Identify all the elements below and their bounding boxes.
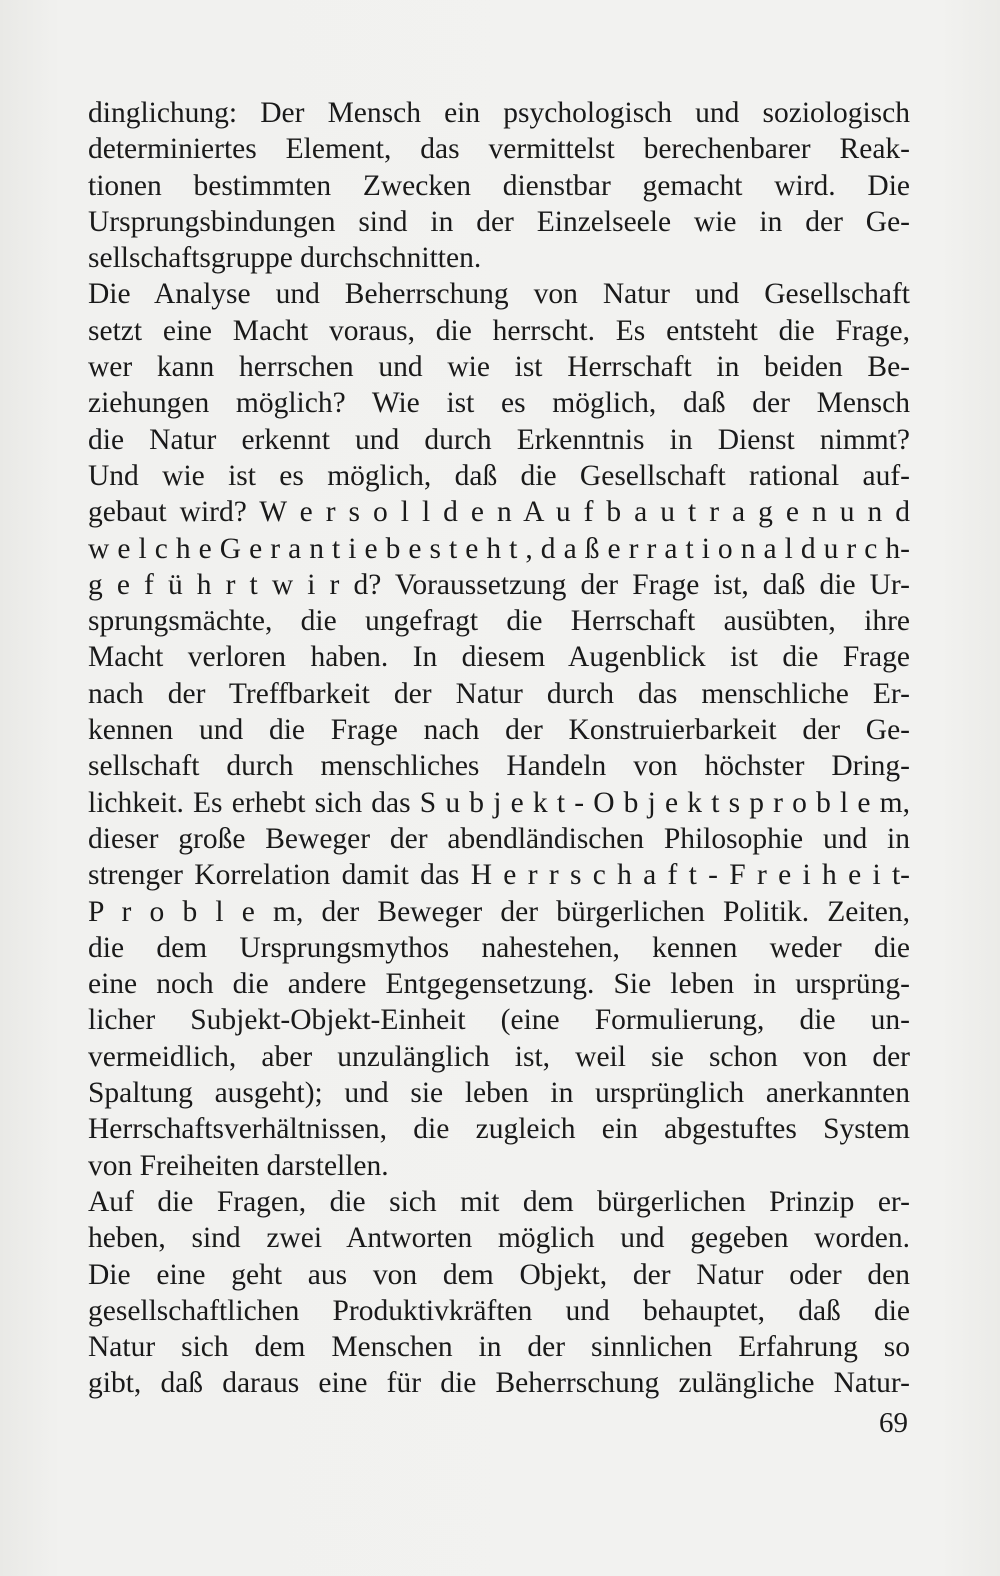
text-line: gibt, daß daraus eine für die Beherrschung zulängliche Natur- (88, 1367, 910, 1400)
text-line: heben, sind zwei Antworten möglich und gegeben worden. (88, 1222, 910, 1255)
text-line: Spaltung ausgeht); und sie leben in ursprünglich anerkannten (88, 1077, 910, 1110)
text-line: determiniertes Element, das vermittelst berechenbarer Reak- (88, 133, 910, 166)
text-line: die Natur erkennt und durch Erkenntnis in Dienst nimmt? (88, 423, 910, 456)
text-line: Und wie ist es möglich, daß die Gesellschaft rational auf- (88, 459, 910, 492)
body-text (88, 95, 910, 1402)
text-line: Macht verloren haben. In diesem Augenblick ist die Frage (88, 641, 910, 674)
text-line: Natur sich dem Menschen in der sinnlichen Erfahrung so (88, 1331, 910, 1364)
text-line: tionen bestimmten Zwecken dienstbar gemacht wird. Die (88, 169, 910, 202)
text-line: die dem Ursprungsmythos nahestehen, kennen weder die (88, 931, 910, 964)
text-line: sellschaft durch menschliches Handeln von höchster Dring- (88, 750, 910, 783)
text-line: g e f ü h r t w i r d? Voraussetzung der Frage ist, daß die Ur- (88, 568, 910, 601)
text-line: Auf die Fragen, die sich mit dem bürgerlichen Prinzip er- (88, 1185, 910, 1218)
text-line: sellschaftsgruppe durchschnitten. (88, 242, 482, 275)
text-line: nach der Treffbarkeit der Natur durch das menschliche Er- (88, 677, 910, 710)
text-line: ziehungen möglich? Wie ist es möglich, daß der Mensch (88, 387, 910, 420)
text-line: gebaut wird? W e r s o l l d e n A u f b a u t r a g e n u n d (88, 496, 910, 529)
text-line: licher Subjekt-Objekt-Einheit (eine Formulierung, die un- (88, 1004, 910, 1037)
text-line: sprungsmächte, die ungefragt die Herrschaft ausübten, ihre (88, 605, 910, 638)
text-line: P r o b l e m, der Beweger der bürgerlichen Politik. Zeiten, (88, 895, 910, 928)
text-line: von Freiheiten darstellen. (88, 1149, 389, 1182)
text-line: eine noch die andere Entgegensetzung. Sie leben in ursprüng- (88, 968, 910, 1001)
text-line: dieser große Beweger der abendländischen Philosophie und in (88, 822, 910, 855)
text-line: setzt eine Macht voraus, die herrscht. Es entsteht die Frage, (88, 314, 910, 347)
text-line: kennen und die Frage nach der Konstruierbarkeit der Ge- (88, 714, 910, 747)
text-line: Die eine geht aus von dem Objekt, der Natur oder den (88, 1258, 910, 1291)
text-line: Die Analyse und Beherrschung von Natur und Gesellschaft (88, 278, 910, 311)
text-line: Herrschaftsverhältnissen, die zugleich ein abgestuftes System (88, 1113, 910, 1146)
text-line: gesellschaftlichen Produktivkräften und behauptet, daß die (88, 1294, 910, 1327)
text-line: Ursprungsbindungen sind in der Einzelseele wie in der Ge- (88, 205, 910, 238)
text-line: w e l c h e G e r a n t i e b e s t e h t , d a ß e r r a t i o n a l d u r c h- (88, 532, 910, 565)
text-line: wer kann herrschen und wie ist Herrschaft in beiden Be- (88, 351, 910, 384)
page-number: 69 (879, 1407, 908, 1439)
text-line: dinglichung: Der Mensch ein psychologisch und soziologisch (88, 97, 910, 129)
text-line: strenger Korrelation damit das H e r r s c h a f t - F r e i h e i t- (88, 859, 910, 892)
text-line: vermeidlich, aber unzulänglich ist, weil sie schon von der (88, 1040, 910, 1073)
text-line: lichkeit. Es erhebt sich das S u b j e k t - O b j e k t s p r o b l e m, (88, 786, 910, 819)
